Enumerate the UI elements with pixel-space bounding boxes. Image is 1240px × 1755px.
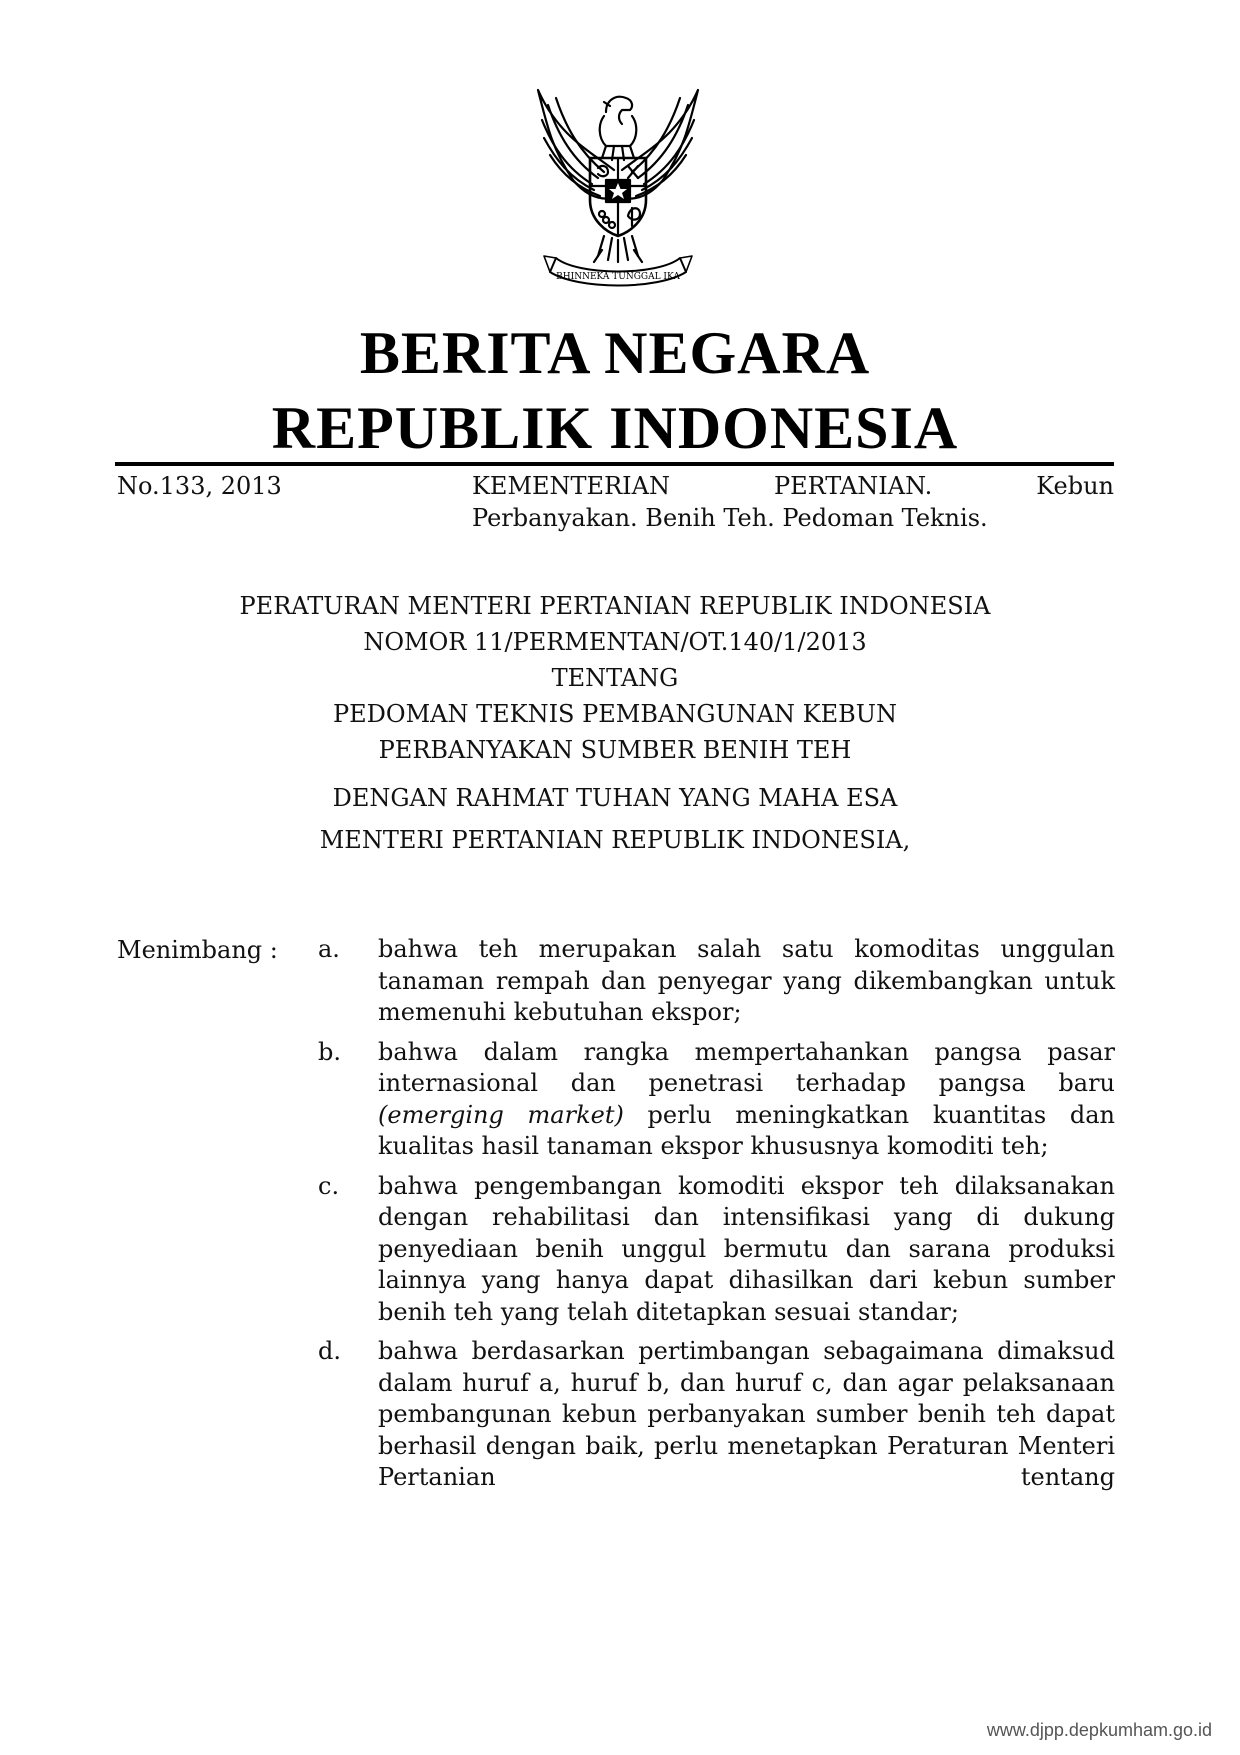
regulation-about: TENTANG	[551, 664, 679, 692]
consideration-text: bahwa teh merupakan salah satu komoditas unggulan tanaman rempah dan penyegar yang dikembangkan untuk memenuhi kebutuhan ekspor;	[378, 935, 1115, 1026]
regulation-subject-line2: PERBANYAKAN SUMBER BENIH TEH	[378, 736, 852, 764]
regulation-subject-line1: PEDOMAN TEKNIS PEMBANGUNAN KEBUN	[332, 700, 897, 728]
consideration-letter: d.	[318, 1337, 341, 1365]
consideration-item	[318, 1336, 1115, 1494]
masthead-title-line1: BERITA NEGARA	[359, 320, 871, 386]
regulation-title: PERATURAN MENTERI PERTANIAN REPUBLIK INDONESIA	[239, 592, 991, 620]
consideration-text-italic: (emerging market)	[378, 1100, 624, 1129]
consideration-item	[318, 934, 1115, 1029]
consideration-text	[378, 1037, 1115, 1163]
garuda-emblem-icon	[518, 80, 718, 295]
footer-url: www.djpp.depkumham.go.id	[986, 1720, 1212, 1740]
consideration-letter: a.	[318, 935, 340, 963]
issue-number: No.133, 2013	[117, 472, 282, 500]
masthead-divider	[115, 462, 1114, 466]
consideration-text: bahwa pengembangan komoditi ekspor teh dilaksanakan dengan rehabilitasi dan intensifikasi yang di dukung penyediaan benih unggul bermutu dan sarana produksi lainnya yang hanya dapat dihasilkan dari kebun sumber benih teh yang telah ditetapkan sesuai standar;	[378, 1171, 1115, 1326]
consideration-text-part: perlu meningkatkan kuantitas dan kualitas hasil tanaman ekspor khususnya komoditi teh;	[378, 1100, 1116, 1160]
consideration-item	[318, 1037, 1115, 1163]
motto-text: BHINNEKA TUNGGAL IKA	[556, 272, 680, 282]
considerations-list	[318, 934, 1115, 1502]
consideration-letter: c.	[318, 1171, 340, 1200]
issue-keywords: Perbanyakan. Benih Teh. Pedoman Teknis.	[472, 504, 988, 532]
masthead-title-line2: REPUBLIK INDONESIA	[271, 395, 959, 461]
consideration-text: bahwa berdasarkan pertimbangan sebagaimana dimaksud dalam huruf a, huruf b, dan huruf c, dan agar pelaksanaan pembangunan kebun perbanyakan sumber benih teh dapat berhasil dengan baik, perlu menetapkan Peraturan Menteri Pertanian tentang	[378, 1337, 1115, 1491]
regulation-invocation: DENGAN RAHMAT TUHAN YANG MAHA ESA	[332, 784, 898, 812]
consideration-text-part: bahwa dalam rangka mempertahankan pangsa pasar internasional dan penetrasi terhadap pangsa baru	[378, 1037, 1115, 1097]
consideration-item	[318, 1171, 1115, 1329]
regulation-heading	[115, 588, 1115, 858]
regulation-number: NOMOR 11/PERMENTAN/OT.140/1/2013	[363, 628, 867, 656]
issue-ministry-line: KEMENTERIAN PERTANIAN. Kebun	[472, 472, 1114, 500]
regulation-issuer: MENTERI PERTANIAN REPUBLIK INDONESIA,	[319, 826, 911, 854]
consideration-letter: b.	[318, 1037, 341, 1066]
considerations-label: Menimbang :	[117, 936, 278, 964]
issue-description	[472, 470, 1114, 534]
